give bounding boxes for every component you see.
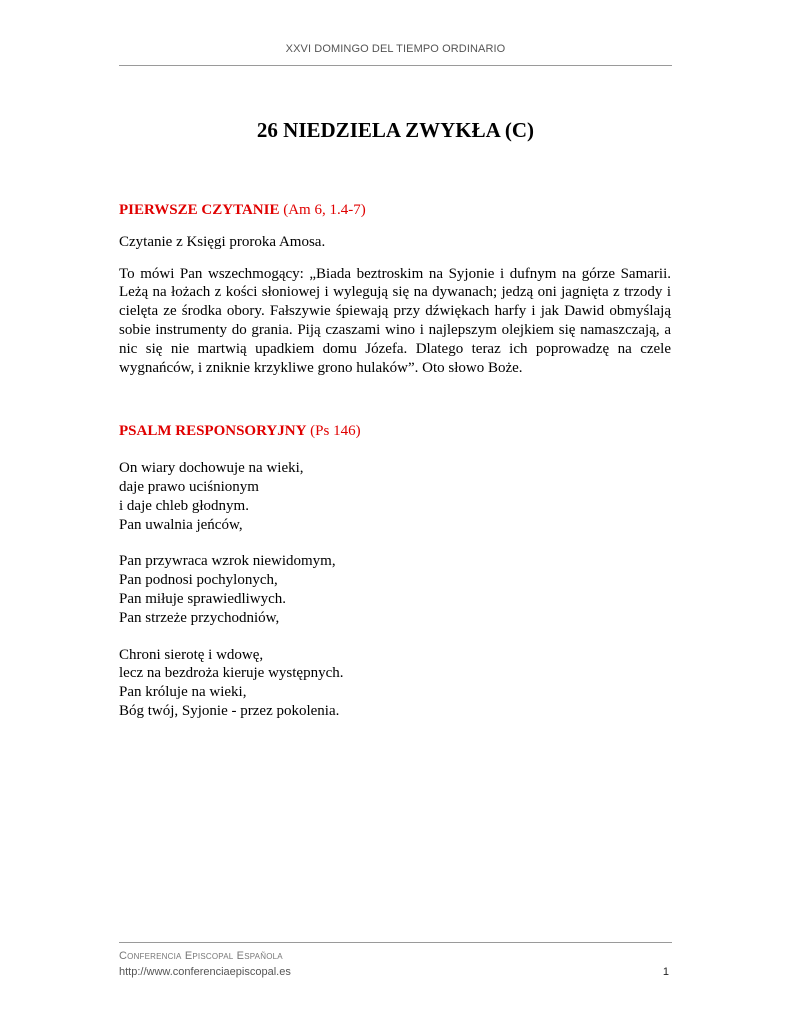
first-reading-intro: Czytanie z Księgi proroka Amosa. [119, 233, 326, 250]
main-content [119, 201, 671, 721]
footer-url-link[interactable]: http://www.conferenciaepiscopal.es [119, 966, 291, 978]
first-reading-heading-label: PIERWSZE CZYTANIE [119, 202, 280, 218]
psalm-stanza-3 [119, 646, 671, 721]
page-number: 1 [662, 966, 669, 978]
psalm-reference: (Ps 146) [310, 423, 361, 440]
psalm-heading-label: PSALM RESPONSORYJNY [119, 423, 307, 440]
psalm-line: On wiary dochowuje na wieki, [119, 460, 304, 477]
psalm-line: Pan króluje na wieki, [119, 684, 247, 701]
footer-divider [119, 942, 672, 943]
psalm-stanza-2 [119, 552, 671, 627]
psalm-line: Pan uwalnia jeńców, [119, 516, 243, 533]
first-reading-heading [119, 201, 671, 220]
psalm-line: lecz na bezdroża kieruje występnych. [119, 665, 344, 682]
psalm-line: i daje chleb głodnym. [119, 497, 249, 514]
psalm-line: Pan przywraca wzrok niewidomym, [119, 553, 336, 570]
psalm-line: daje prawo uciśnionym [119, 478, 259, 495]
first-reading-text: To mówi Pan wszechmogący: „Biada beztroskim na Syjonie i dufnym na górze Samarii. Leżą na łożach z kości słoniowej i wylegują się na dywanach; jedzą oni jagnięta z trzody i cielęta ze środka obory. Fałszywie śpiewają przy dźwiękach harfy i jak Dawid obmyślają sobie instrumenty do grania. Piją czaszami wino i najlepszym olejkiem się namaszczają, a nic się nie martwią upadkiem domu Józefa. Dlatego teraz ich poprowadzę na czele wygnańców, i zniknie krzykliwe grono hulaków”. Oto słowo Boże. [119, 265, 671, 376]
psalm-line: Pan podnosi pochylonych, [119, 572, 278, 589]
psalm-line: Chroni sierotę i wdowę, [119, 646, 264, 663]
footer-organization: Conferencia Episcopal Española [119, 950, 283, 962]
psalm-line: Bóg twój, Syjonie - przez pokolenia. [119, 702, 340, 719]
page-title: 26 NIEDZIELA ZWYKŁA (C) [256, 118, 535, 142]
psalm-line: Pan miłuje sprawiedliwych. [119, 590, 287, 607]
first-reading-reference: (Am 6, 1.4-7) [283, 202, 366, 218]
running-header: XXVI DOMINGO DEL TIEMPO ORDINARIO [285, 43, 506, 55]
psalm-heading [119, 422, 671, 441]
header-divider [119, 65, 672, 66]
psalm-line: Pan strzeże przychodniów, [119, 609, 280, 626]
psalm-stanza-1 [119, 459, 671, 534]
